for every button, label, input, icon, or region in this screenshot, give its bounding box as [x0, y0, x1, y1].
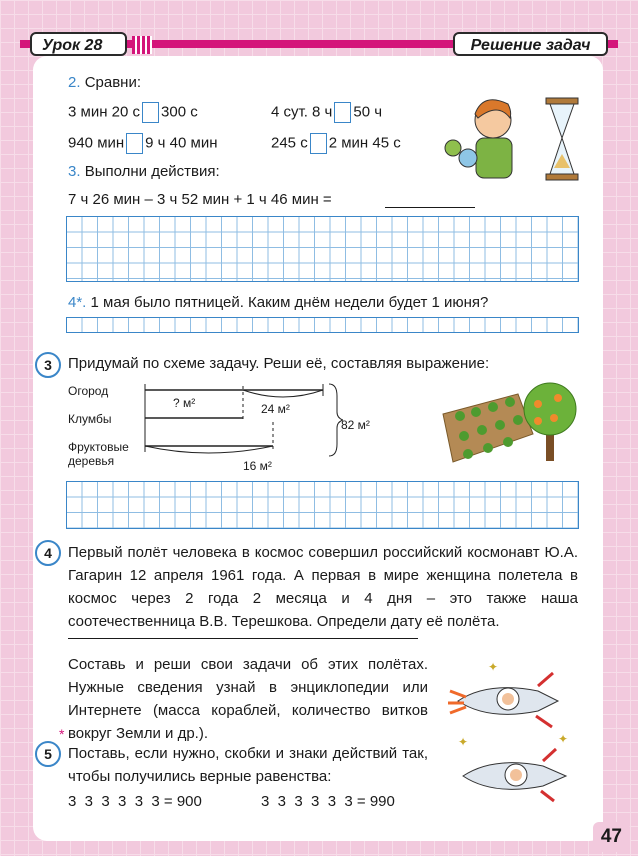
compare-box[interactable]: [310, 133, 327, 154]
task2-title: 2. Сравни:: [68, 74, 142, 91]
work-grid-2[interactable]: [66, 317, 579, 333]
scheme-value-24: 24 м²: [261, 402, 290, 416]
lesson-label: Урок 28: [30, 32, 127, 56]
task4-star-text: 4*. 1 мая было пятницей. Каким днём недели будет 1 июня?: [68, 294, 489, 311]
scheme-label-flowerbeds: Клумбы: [68, 412, 112, 426]
task3-expression: 7 ч 26 мин – 3 ч 52 мин + 1 ч 46 мин =: [68, 191, 332, 208]
task3-title: 3. Выполни действия:: [68, 163, 220, 180]
answer-line[interactable]: [68, 638, 418, 639]
ex5-equation-1: 3 3 3 3 3 3 = 900: [68, 793, 202, 810]
scheme-question-value: ? м²: [173, 396, 196, 410]
boy-hourglass-illustration: [438, 78, 588, 188]
ex4-text: Первый полёт человека в космос совершил российский космонавт Ю.А. Гагарин 12 апреля 1961 года. А первая в мире женщина полетела в космос через 2 года 2 месяца и 4 дня – это также наша соотечественница В.В. Терешкова. Определи дату её полёта.: [68, 544, 578, 630]
ex5-equation-2: 3 3 3 3 3 3 = 990: [261, 793, 395, 810]
compare-row-1-right: 4 сут. 8 ч 50 ч: [271, 102, 382, 123]
scheme-label-fruit-trees: Фруктовые: [68, 440, 129, 454]
compare-row-2-left: 940 мин 9 ч 40 мин: [68, 133, 218, 154]
svg-text:✦: ✦: [558, 732, 569, 746]
topic-label: Решение задач: [453, 32, 608, 56]
exercise-number-3: 3: [35, 352, 61, 378]
ex3-text: Придумай по схеме задачу. Реши её, составляя выражение:: [68, 355, 490, 372]
ex5-text: Поставь, если нужно, скобки и знаки действий так, чтобы получились верные равенства:: [68, 745, 428, 785]
compare-row-1-left: 3 мин 20 с 300 с: [68, 102, 198, 123]
work-grid-1[interactable]: [66, 216, 579, 282]
exercise-number-4: 4: [35, 540, 61, 566]
scheme-label-garden: Огород: [68, 384, 109, 398]
exercise-number-5: 5: [35, 741, 61, 767]
garden-illustration: [438, 374, 578, 469]
ex4-extra-text: Составь и реши свои задачи об этих полётах. Нужные сведения узнай в энциклопедии или Интернете (масса кораблей, количество витков вокруг Земли и др.).: [68, 656, 428, 742]
scheme-value-16: 16 м²: [243, 459, 272, 473]
answer-line[interactable]: [385, 207, 475, 208]
rockets-illustration: [448, 661, 578, 811]
svg-text:✦: ✦: [488, 661, 499, 674]
svg-text:✦: ✦: [458, 735, 469, 749]
ex5-star: *: [59, 726, 65, 742]
compare-box[interactable]: [126, 133, 143, 154]
compare-box[interactable]: [142, 102, 159, 123]
compare-box[interactable]: [334, 102, 351, 123]
workbook-page: [33, 56, 603, 841]
scheme-total-82: 82 м²: [341, 418, 370, 432]
scheme-label-fruit-trees-2: деревья: [68, 454, 115, 468]
compare-row-2-right: 245 с 2 мин 45 с: [271, 133, 401, 154]
page-number: 47: [593, 822, 630, 852]
work-grid-3[interactable]: [66, 481, 579, 529]
header-stripes: [132, 36, 152, 54]
